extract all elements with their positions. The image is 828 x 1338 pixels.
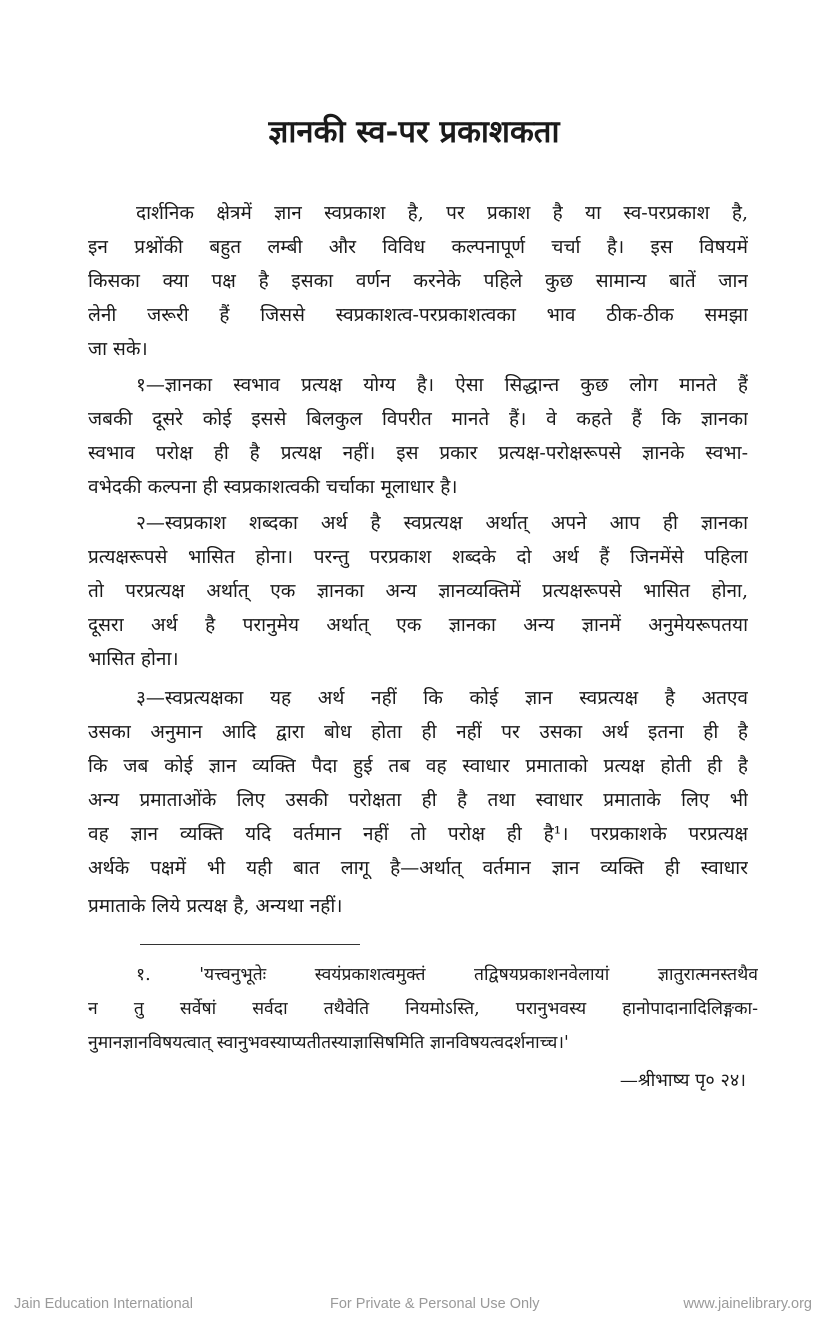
text-line: अर्थके पक्षमें भी यही बात लागू है—अर्थात् वर्तमान ज्ञान व्यक्ति ही स्वाधार bbox=[88, 857, 748, 879]
footer-website-link[interactable]: www.jainelibrary.org bbox=[683, 1296, 812, 1312]
footnote-line: न तु सर्वेषां सर्वदा तथैवेति नियमोऽस्ति, परानुभवस्य हानोपादानादिलिङ्गका- bbox=[88, 999, 758, 1019]
text-line: २—स्वप्रकाश शब्दका अर्थ है स्वप्रत्यक्ष अर्थात् अपने आप ही ज्ञानका bbox=[136, 512, 748, 534]
text-line: अन्य प्रमाताओंके लिए उसकी परोक्षता ही है तथा स्वाधार प्रमाताके लिए भी bbox=[88, 789, 748, 811]
footnote bbox=[88, 958, 758, 1060]
footnote-line: १. 'यत्त्वनुभूतेः स्वयंप्रकाशत्वमुक्तं तद्विषयप्रकाशनवेलायां ज्ञातुरात्मनस्तथैव bbox=[136, 965, 758, 985]
paragraph-point-3 bbox=[88, 681, 748, 923]
text-line: भासित होना। bbox=[88, 648, 179, 670]
text-line: दार्शनिक क्षेत्रमें ज्ञान स्वप्रकाश है, पर प्रकाश है या स्व-परप्रकाश है, bbox=[136, 202, 748, 224]
text-line: १—ज्ञानका स्वभाव प्रत्यक्ष योग्य है। ऐसा सिद्धान्त कुछ लोग मानते हैं bbox=[136, 374, 748, 396]
paragraph-point-2 bbox=[88, 506, 748, 676]
text-line: दूसरा अर्थ है परानुमेय अर्थात् एक ज्ञानका अन्य ज्ञानमें अनुमेयरूपतया bbox=[88, 614, 748, 636]
text-line: इन प्रश्नोंकी बहुत लम्बी और विविध कल्पनापूर्ण चर्चा है। इस विषयमें bbox=[88, 236, 748, 258]
text-line: तो परप्रत्यक्ष अर्थात् एक ज्ञानका अन्य ज्ञानव्यक्तिमें प्रत्यक्षरूपसे भासित होना, bbox=[88, 580, 748, 602]
paragraph-point-1 bbox=[88, 368, 748, 504]
text-line: ३—स्वप्रत्यक्षका यह अर्थ नहीं कि कोई ज्ञान स्वप्रत्यक्ष है अतएव bbox=[136, 687, 748, 709]
text-line: कि जब कोई ज्ञान व्यक्ति पैदा हुई तब वह स्वाधार प्रमाताको प्रत्यक्ष होती ही है bbox=[88, 755, 748, 777]
text-line: किसका क्या पक्ष है इसका वर्णन करनेके पहिले कुछ सामान्य बातें जान bbox=[88, 270, 748, 292]
text-line: वह ज्ञान व्यक्ति यदि वर्तमान नहीं तो परोक्ष ही है¹। परप्रकाशके परप्रत्यक्ष bbox=[88, 823, 748, 845]
footer-publisher: Jain Education International bbox=[14, 1296, 193, 1312]
footer-usage-note: For Private & Personal Use Only bbox=[330, 1296, 540, 1312]
text-line: लेनी जरूरी हैं जिससे स्वप्रकाशत्व-परप्रकाशत्वका भाव ठीक-ठीक समझा bbox=[88, 304, 748, 326]
text-line: प्रमाताके लिये प्रत्यक्ष है, अन्यथा नहीं। bbox=[88, 895, 343, 917]
paragraph-intro bbox=[88, 196, 748, 366]
footnote-source: —श्रीभाष्य पृ० २४। bbox=[619, 1070, 746, 1091]
text-line: स्वभाव परोक्ष ही है प्रत्यक्ष नहीं। इस प्रकार प्रत्यक्ष-परोक्षरूपसे ज्ञानके स्वभा- bbox=[88, 442, 748, 464]
text-line: जा सके। bbox=[88, 338, 148, 360]
text-line: वभेदकी कल्पना ही स्वप्रकाशत्वकी चर्चाका मूलाधार है। bbox=[88, 476, 458, 498]
text-line: जबकी दूसरे कोई इससे बिलकुल विपरीत मानते हैं। वे कहते हैं कि ज्ञानका bbox=[88, 408, 748, 430]
text-line: उसका अनुमान आदि द्वारा बोध होता ही नहीं पर उसका अर्थ इतना ही है bbox=[88, 721, 748, 743]
text-line: प्रत्यक्षरूपसे भासित होना। परन्तु परप्रकाश शब्दके दो अर्थ हैं जिनमेंसे पहिला bbox=[88, 546, 748, 568]
footnote-divider bbox=[140, 944, 360, 945]
footnote-line: नुमानज्ञानविषयत्वात् स्वानुभवस्याप्यतीतस्याज्ञासिषमिति ज्ञानविषयत्वदर्शनाच्च।' bbox=[88, 1033, 569, 1053]
page-title: ज्ञानकी स्व-पर प्रकाशकता bbox=[268, 114, 560, 150]
